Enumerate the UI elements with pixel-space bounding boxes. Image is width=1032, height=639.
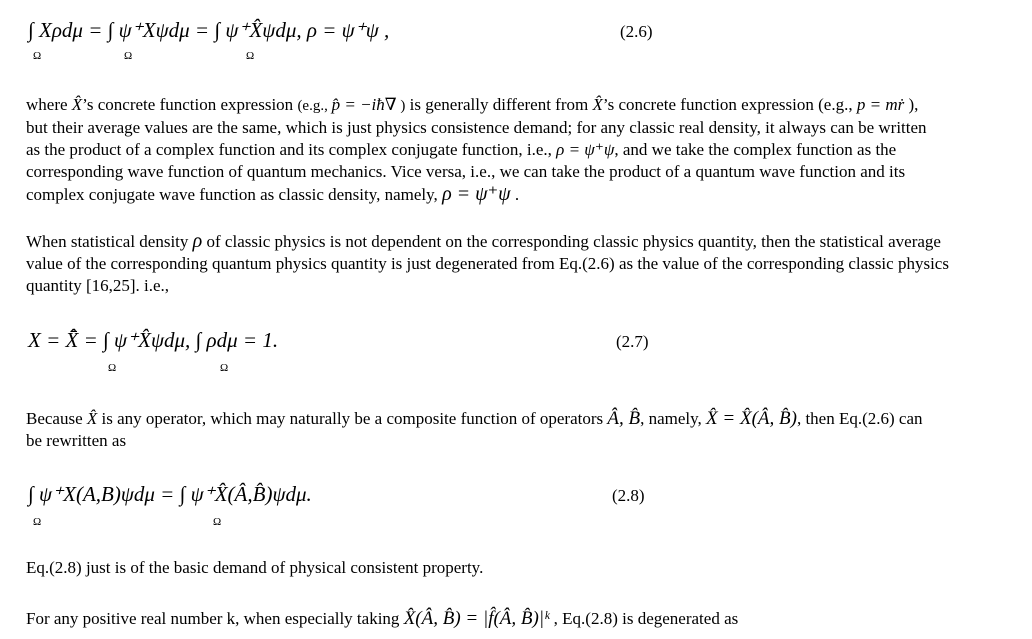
- paragraph-line: but their average values are the same, which is just physics consistence demand; for any classic real density, it always can be written: [26, 118, 927, 137]
- integral-domain-omega: Ω: [108, 362, 117, 374]
- paragraph-3: [26, 408, 1016, 452]
- integral-domain-omega: Ω: [33, 516, 42, 528]
- integral-domain-omega: Ω: [124, 50, 133, 62]
- paragraph-line: complex conjugate wave function as classic density, namely, ρ = ψ⁺ψ .: [26, 183, 520, 205]
- integral-domain-omega: Ω: [33, 50, 42, 62]
- paragraph-line: as the product of a complex function and its complex conjugate function, i.e., ρ = ψ⁺ψ, and we take the complex function as the: [26, 140, 897, 159]
- integral-domain-omega: Ω: [213, 516, 222, 528]
- equation-2-6: ∫ Xρdμ = ∫ ψ⁺Xψdμ = ∫ ψ⁺X̂ψdμ, ρ = ψ⁺ψ ,: [28, 18, 390, 42]
- paragraph-line: be rewritten as: [26, 431, 127, 450]
- equation-number-2-6: (2.6): [620, 22, 653, 41]
- integral-domain-omega: Ω: [220, 362, 229, 374]
- paragraph-1: [26, 94, 1016, 206]
- paragraph-line: quantity [16,25]. i.e.,: [26, 276, 170, 295]
- paragraph-line: value of the corresponding quantum physics quantity is just degenerated from Eq.(2.6) as the value of the corresponding classic physics: [26, 254, 949, 273]
- equation-number-2-8: (2.8): [612, 486, 645, 505]
- paragraph-5: For any positive real number k, when especially taking X̂(Â, B̂) = |f̂(Â, B̂)|ᵏ , Eq.(2.8) is degenerated as: [26, 608, 739, 629]
- equation-2-8: ∫ ψ⁺X(A,B)ψdμ = ∫ ψ⁺X̂(Â,B̂)ψdμ.: [28, 482, 312, 506]
- paragraph-4: Eq.(2.8) just is of the basic demand of physical consistent property.: [26, 558, 484, 577]
- paragraph-line: corresponding wave function of quantum mechanics. Vice versa, i.e., we can take the product of a quantum wave function and its: [26, 162, 906, 181]
- integral-domain-omega: Ω: [246, 50, 255, 62]
- paragraph-line: When statistical density ρ of classic physics is not dependent on the corresponding classic physics quantity, then the statistical average: [26, 230, 941, 252]
- equation-2-7: X = X̂̄ = ∫ ψ⁺X̂ψdμ, ∫ ρdμ = 1.: [28, 328, 279, 352]
- paragraph-line: where X̂’s concrete function expression (e.g., p̂ = −iħ∇ ) is generally different from X̂’s concrete function expression (e.g., p = mṙ ),: [26, 95, 919, 114]
- paragraph-2: [26, 230, 1016, 297]
- equation-number-2-7: (2.7): [616, 332, 649, 351]
- paragraph-line: Because X̂ is any operator, which may naturally be a composite function of operators Â, B̂, namely, X̂ = X̂(Â, B̂), then Eq.(2.6) can: [26, 408, 923, 429]
